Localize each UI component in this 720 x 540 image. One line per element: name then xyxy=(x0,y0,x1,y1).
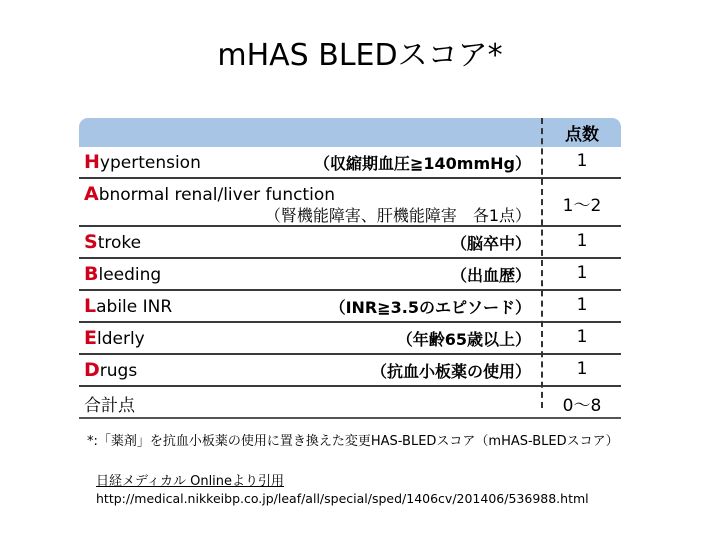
total-score: 0～8 xyxy=(562,396,602,416)
criterion-initial: A xyxy=(84,183,99,205)
criterion-detail: （腎機能障害、肝機能障害 各1点） xyxy=(264,206,531,225)
criterion-score: 1 xyxy=(576,263,588,283)
criterion-name xyxy=(84,295,172,317)
table-row xyxy=(79,259,621,291)
criterion-name xyxy=(84,263,161,285)
criterion-initial: B xyxy=(84,263,99,285)
criterion-detail: （INR≧3.5のエピソード） xyxy=(329,298,531,317)
criterion-rest: troke xyxy=(97,233,142,253)
criterion-score: 1～2 xyxy=(562,196,602,216)
score-column-divider xyxy=(541,118,543,408)
criterion-detail: （抗血小板薬の使用） xyxy=(370,362,531,381)
footnote: *:「薬剤」を抗血小板薬の使用に置き換えた変更HAS-BLEDスコア（mHAS-BLEDスコア） xyxy=(87,434,619,449)
criterion-name xyxy=(84,327,145,349)
criterion-detail: （脳卒中） xyxy=(450,234,531,253)
criterion-score: 1 xyxy=(576,295,588,315)
criterion-rest: rugs xyxy=(99,361,138,381)
criterion-score: 1 xyxy=(576,327,588,347)
criterion-rest: leeding xyxy=(98,265,162,285)
criterion-rest: ypertension xyxy=(99,153,201,173)
table-row xyxy=(79,179,621,227)
score-column-header: 点数 xyxy=(565,125,599,145)
criterion-name xyxy=(84,151,201,173)
source-url: http://medical.nikkeibp.co.jp/leaf/all/special/sped/1406cv/201406/536988.html xyxy=(96,491,589,506)
criterion-name xyxy=(84,183,335,205)
criterion-rest: abile INR xyxy=(96,297,173,317)
criterion-detail: （出血歴） xyxy=(450,266,531,285)
criterion-initial: E xyxy=(84,327,97,349)
criterion-initial: L xyxy=(84,295,97,317)
criterion-score: 1 xyxy=(576,231,588,251)
table-row xyxy=(79,291,621,323)
table-header xyxy=(79,118,621,147)
total-row xyxy=(79,387,621,419)
criterion-initial: D xyxy=(84,359,100,381)
criterion-initial: H xyxy=(84,151,100,173)
source-label: 日経メディカル Onlineより引用 xyxy=(96,474,285,489)
criterion-rest: bnormal renal/liver function xyxy=(98,185,336,205)
criterion-detail: （年齢65歳以上） xyxy=(396,330,531,349)
total-label: 合計点 xyxy=(84,396,135,416)
criterion-initial: S xyxy=(84,231,98,253)
criterion-detail: （収縮期血圧≧140mmHg） xyxy=(314,154,531,173)
criterion-score: 1 xyxy=(576,359,588,379)
criterion-name xyxy=(84,359,137,381)
table-row xyxy=(79,227,621,259)
criterion-rest: lderly xyxy=(96,329,145,349)
table-row xyxy=(79,323,621,355)
criterion-name xyxy=(84,231,141,253)
table-row xyxy=(79,147,621,179)
table-row xyxy=(79,355,621,387)
criterion-score: 1 xyxy=(576,151,588,171)
score-table xyxy=(79,118,621,419)
page-title: mHAS BLEDスコア* xyxy=(217,38,503,73)
